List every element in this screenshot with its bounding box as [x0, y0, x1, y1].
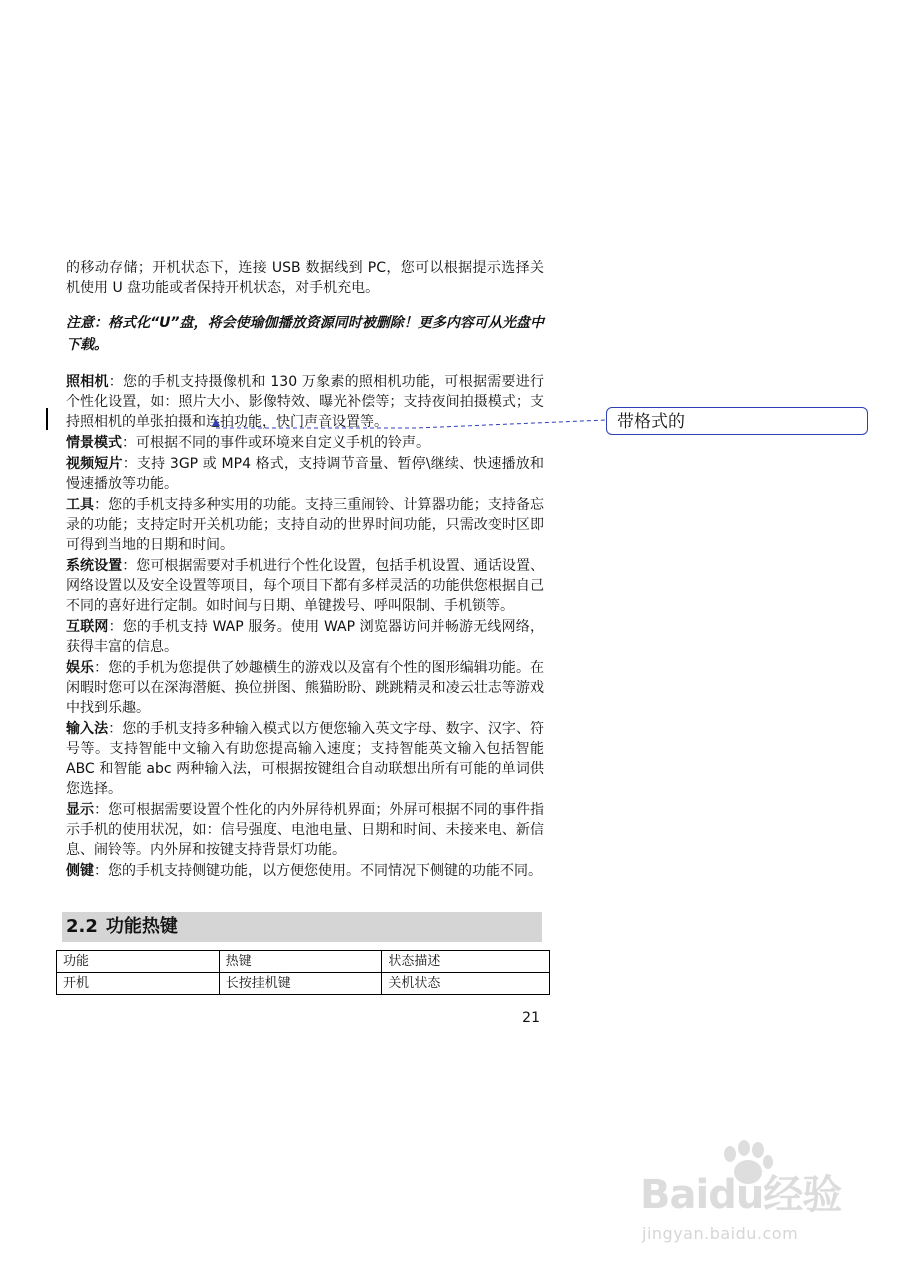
section-number: 2.2	[66, 916, 98, 937]
feature-term: 输入法	[66, 721, 109, 737]
feature-desc: ：您可根据需要设置个性化的内外屏待机界面；外屏可根据不同的事件指示手机的使用状况，如：信号强度、电池电量、日期和时间、未接来电、新信息、闹铃等。内外屏和按键支持背景灯功能。	[66, 802, 545, 858]
comment-balloon[interactable]: 带格式的	[606, 407, 868, 435]
table-header-row	[57, 951, 550, 973]
change-bar	[46, 408, 48, 430]
feature-term: 显示	[66, 802, 95, 818]
feature-video	[66, 454, 544, 494]
hotkey-table	[56, 950, 550, 995]
feature-settings	[66, 556, 544, 616]
feature-entertainment	[66, 658, 544, 718]
feature-internet	[66, 617, 544, 657]
feature-desc: ：您的手机支持多种实用的功能。支持三重闹铃、计算器功能；支持备忘录的功能；支持定时开关机功能；支持自动的世界时间功能，只需改变时区即可得到当地的日期和时间。	[66, 497, 545, 553]
feature-term: 情景模式	[66, 435, 122, 451]
feature-term: 视频短片	[66, 456, 123, 472]
feature-desc: ：您的手机支持多种输入模式以方便您输入英文字母、数字、汉字、符号等。支持智能中文输入有助您提高输入速度；支持智能英文输入包括智能 ABC 和智能 abc 两种输入法，可根据按键组合自动联想出所有可能的单词供您选择。	[66, 721, 545, 797]
feature-desc: ：您的手机支持 WAP 服务。使用 WAP 浏览器访问并畅游无线网络，获得丰富的信息。	[66, 619, 545, 655]
feature-input-method	[66, 719, 544, 799]
table-cell: 长按挂机键	[219, 973, 382, 995]
feature-desc: ：您的手机支持侧键功能，以方便您使用。不同情况下侧键的功能不同。	[94, 863, 542, 879]
table-cell: 开机	[57, 973, 220, 995]
watermark-url: jingyan.baidu.com	[642, 1224, 799, 1243]
feature-term: 照相机	[66, 374, 109, 390]
feature-desc: ：您可根据需要对手机进行个性化设置，包括手机设置、通话设置、网络设置以及安全设置等项目，每个项目下都有多样灵活的功能供您根据自己不同的喜好进行定制。如时间与日期、单键拨号、呼叫限制、手机锁等。	[66, 558, 545, 614]
feature-tools	[66, 495, 544, 555]
feature-desc: ：可根据不同的事件或环境来自定义手机的铃声。	[122, 435, 430, 451]
intro-paragraph: 的移动存储；开机状态下，连接 USB 数据线到 PC，您可以根据提示选择关机使用 U 盘功能或者保持开机状态，对手机充电。	[66, 260, 544, 296]
table-header-cell: 状态描述	[382, 951, 550, 973]
feature-desc: ：支持 3GP 或 MP4 格式，支持调节音量、暂停\继续、快速播放和慢速播放等功能。	[66, 456, 544, 492]
section-heading	[62, 912, 542, 942]
table-row	[57, 973, 550, 995]
table-header-cell: 热键	[219, 951, 382, 973]
watermark	[640, 1140, 860, 1260]
feature-desc: ：您的手机为您提供了妙趣横生的游戏以及富有个性的图形编辑功能。在闲暇时您可以在深海潜艇、换位拼图、熊猫盼盼、跳跳精灵和凌云壮志等游戏中找到乐趣。	[66, 660, 545, 716]
comment-leader-line	[216, 418, 608, 432]
feature-desc: ：您的手机支持摄像机和 130 万象素的照相机功能，可根据需要进行个性化设置，如：照片大小、影像特效、曝光补偿等；支持夜间拍摄模式；支持照相机的单张拍摄和连拍功能，快门声音设置等。	[66, 374, 545, 430]
page-number: 21	[522, 1010, 540, 1026]
note-paragraph: 注意：格式化“U”盘，将会使瑜伽播放资源同时被删除！更多内容可从光盘中下载。	[66, 315, 544, 353]
table-header-cell: 功能	[57, 951, 220, 973]
feature-display	[66, 800, 544, 860]
table-cell: 关机状态	[382, 973, 550, 995]
feature-term: 工具	[66, 497, 95, 513]
feature-profiles	[66, 433, 544, 453]
body-text	[66, 258, 544, 882]
feature-term: 互联网	[66, 619, 109, 635]
watermark-brand: Baidu经验	[640, 1172, 842, 1218]
feature-term: 系统设置	[66, 558, 123, 574]
section-title: 功能热键	[105, 916, 178, 937]
feature-side-key	[66, 861, 544, 881]
feature-term: 娱乐	[66, 660, 95, 676]
feature-term: 侧键	[66, 863, 94, 879]
